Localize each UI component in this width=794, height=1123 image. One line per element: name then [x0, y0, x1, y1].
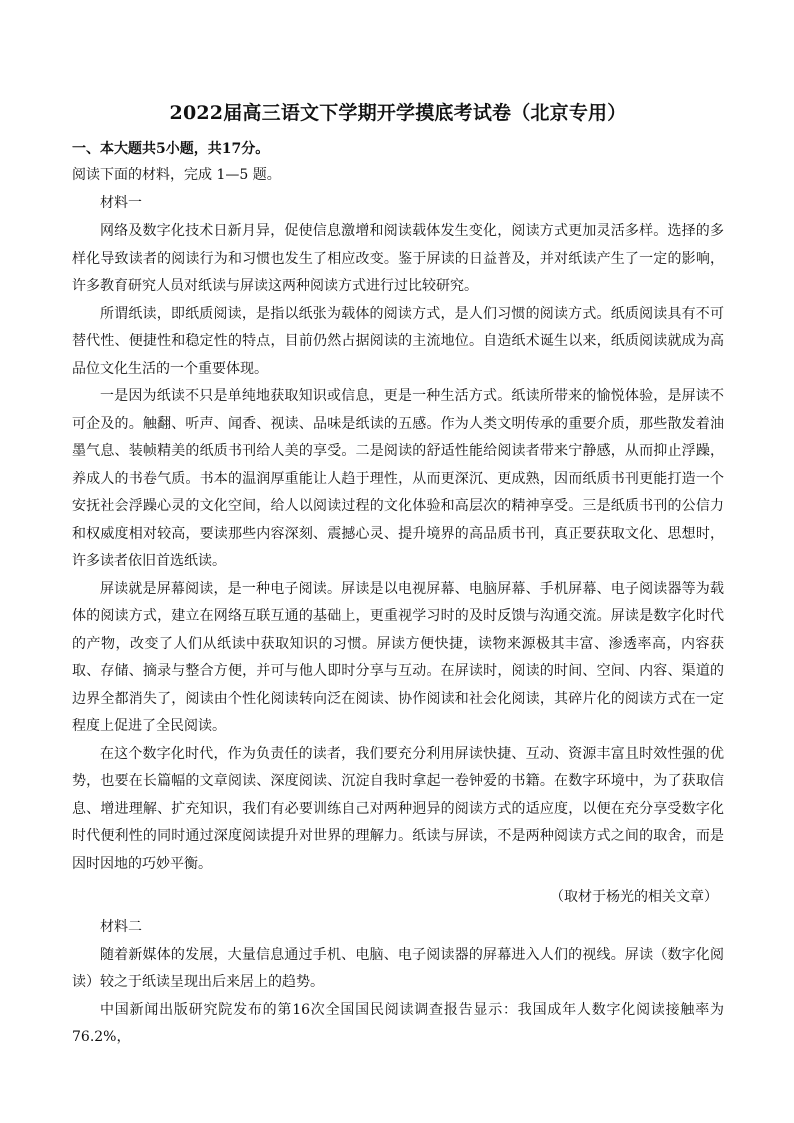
material-two-paragraph: 中国新闻出版研究院发布的第16次全国国民阅读调查报告显示：我国成年人数字化阅读接触率为76.2%， [72, 1001, 724, 1045]
material-two-paragraph: 随着新媒体的发展，大量信息通过手机、电脑、电子阅读器的屏幕进入人们的视线。屏读（数字化阅读）较之于纸读呈现出后来居上的趋势。 [72, 946, 724, 990]
exam-title: 2022届高三语文下学期开学摸底考试卷（北京专用） [169, 102, 627, 124]
material-one-paragraph: 屏读就是屏幕阅读，是一种电子阅读。屏读是以电视屏幕、电脑屏幕、手机屏幕、电子阅读器等为载体的阅读方式，建立在网络互联互通的基础上，更重视学习时的及时反馈与沟通交流。屏读是数字化时代的产物，改变了人们从纸读中获取知识的习惯。屏读方便快捷，读物来源极其丰富、渗透率高，内容获取、存储、摘录与整合方便，并可与他人即时分享与互动。在屏读时，阅读的时间、空间、内容、渠道的边界全都消失了，阅读由个性化阅读转向泛在阅读、协作阅读和社会化阅读，其碎片化的阅读方式在一定程度上促进了全民阅读。 [72, 580, 724, 734]
material-one-label: 材料一 [100, 195, 142, 211]
section-heading: 一、本大题共5小题，共17分。 [72, 141, 270, 157]
material-one-paragraph: 网络及数字化技术日新月异，促使信息激增和阅读载体发生变化，阅读方式更加灵活多样。选择的多样化导致读者的阅读行为和习惯也发生了相应改变。鉴于屏读的日益普及，并对纸读产生了一定的影响，许多教育研究人员对纸读与屏读这两种阅读方式进行过比较研究。 [72, 223, 724, 294]
material-one-source: （取材于杨光的相关文章） [550, 889, 718, 905]
exam-page [72, 100, 724, 1052]
material-two-label: 材料二 [100, 918, 142, 935]
reading-instruction: 阅读下面的材料，完成 1—5 题。 [72, 167, 281, 183]
material-one-paragraph: 所谓纸读，即纸质阅读，是指以纸张为载体的阅读方式，是人们习惯的阅读方式。纸质阅读具有不可替代性、便捷性和稳定性的特点，目前仍然占据阅读的主流地位。自造纸术诞生以来，纸质阅读就成为高品位文化生活的一个重要体现。 [72, 305, 724, 377]
material-one-paragraph: 在这个数字化时代，作为负责任的读者，我们要充分利用屏读快捷、互动、资源丰富且时效性强的优势，也要在长篇幅的文章阅读、深度阅读、沉淀自我时拿起一卷钟爱的书籍。在数字环境中，为了获取信息、增进理解、扩充知识，我们有必要训练自己对两种迥异的阅读方式的适应度，以便在充分享受数字化时代便利性的同时通过深度阅读提升对世界的理解力。纸读与屏读，不是两种阅读方式之间的取舍，而是因时因地的巧妙平衡。 [72, 745, 724, 872]
material-one-paragraph: 一是因为纸读不只是单纯地获取知识或信息，更是一种生活方式。纸读所带来的愉悦体验，是屏读不可企及的。触翻、听声、闻香、视读、品味是纸读的五感。作为人类文明传承的重要介质，那些散发着油墨气息、装帧精美的纸质书刊给人美的享受。二是阅读的舒适性能给阅读者带来宁静感，从而抑止浮躁，养成人的书卷气质。书本的温润厚重能让人趋于理性，从而更深沉、更成熟，因而纸质书刊更能打造一个安抚社会浮躁心灵的文化空间，给人以阅读过程的文化体验和高层次的精神享受。三是纸质书刊的公信力和权威度相对较高，要读那些内容深刻、震撼心灵、提升境界的高品质书刊，真正要获取文化、思想时，许多读者依旧首选纸读。 [72, 388, 724, 569]
